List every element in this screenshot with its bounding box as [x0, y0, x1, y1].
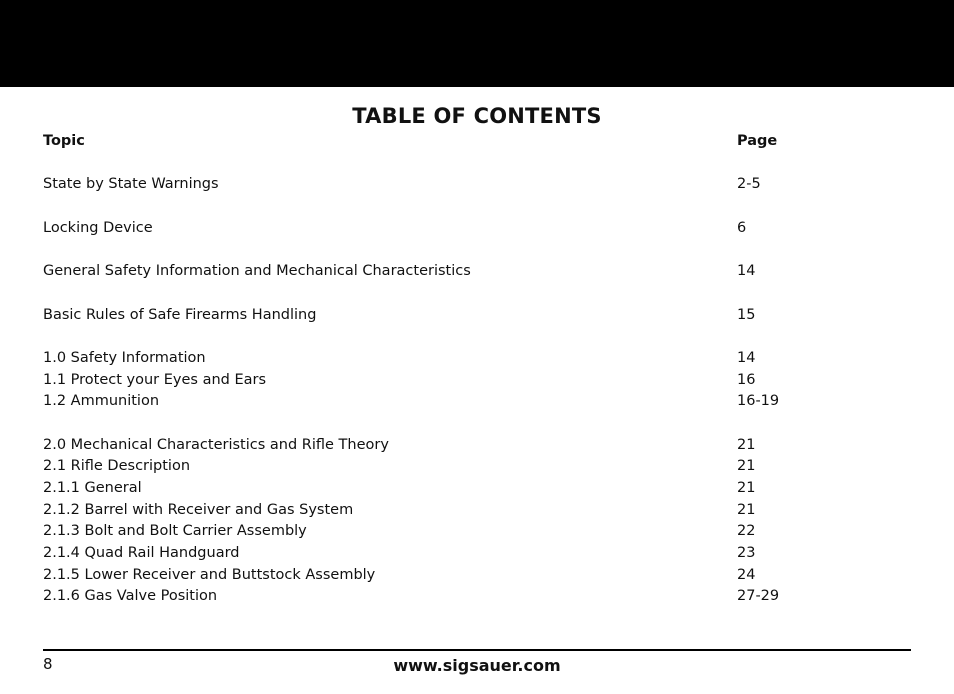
toc-entry-page: 24	[737, 566, 756, 583]
toc-entry-page: 21	[737, 436, 756, 453]
toc-entry[interactable]	[43, 565, 823, 587]
toc-entry-page: 6	[737, 219, 747, 236]
toc-entry-page: 16-19	[737, 393, 780, 410]
toc-entry-page: 16	[737, 371, 756, 388]
toc-header-row	[43, 131, 823, 153]
toc-entry[interactable]	[43, 305, 823, 327]
toc-entry[interactable]	[43, 500, 823, 522]
toc-entry-topic: 2.1 Rifle Description	[43, 458, 191, 475]
toc-entry[interactable]	[43, 370, 823, 392]
toc-entry[interactable]	[43, 348, 823, 370]
toc-entry-topic: 1.1 Protect your Eyes and Ears	[43, 371, 267, 388]
toc-entry-page: 15	[737, 306, 756, 323]
toc-entry-page: 23	[737, 545, 756, 562]
header-band	[0, 0, 954, 87]
toc-entry[interactable]	[43, 456, 823, 478]
toc-entry-topic: Basic Rules of Safe Firearms Handling	[43, 306, 317, 323]
toc-entry[interactable]	[43, 586, 823, 608]
table-of-contents	[43, 131, 823, 608]
toc-entry-topic: 2.1.6 Gas Valve Position	[43, 588, 218, 605]
page-title: TABLE OF CONTENTS	[352, 104, 602, 128]
toc-entries	[43, 174, 823, 608]
toc-entry-topic: Locking Device	[43, 219, 153, 236]
toc-entry-topic: 2.1.4 Quad Rail Handguard	[43, 545, 240, 562]
toc-entry-page: 14	[737, 349, 756, 366]
toc-entry[interactable]	[43, 261, 823, 283]
toc-entry-page: 21	[737, 480, 756, 496]
toc-entry-page: 22	[737, 523, 756, 540]
toc-entry-topic: 1.0 Safety Information	[43, 349, 206, 366]
toc-entry-page: 21	[737, 458, 756, 475]
toc-entry-topic: 2.0 Mechanical Characteristics and Rifle Theory	[43, 436, 389, 453]
toc-entry[interactable]	[43, 521, 823, 543]
toc-entry-topic: 2.1.2 Barrel with Receiver and Gas System	[43, 501, 354, 518]
toc-entry[interactable]	[43, 391, 823, 413]
page-number: 8	[43, 655, 53, 673]
toc-entry-page: 27-29	[737, 588, 780, 605]
footer-url-link[interactable]: www.sigsauer.com	[393, 656, 561, 675]
toc-entry-topic: General Safety Information and Mechanical Characteristics	[43, 263, 471, 280]
toc-entry[interactable]	[43, 478, 823, 500]
footer-divider	[43, 649, 911, 651]
toc-entry-topic: 2.1.5 Lower Receiver and Buttstock Assembly	[43, 566, 376, 583]
toc-entry-topic: 2.1.3 Bolt and Bolt Carrier Assembly	[43, 523, 307, 540]
toc-header-page: Page	[737, 133, 778, 149]
toc-entry-topic: State by State Warnings	[43, 176, 219, 193]
toc-entry[interactable]	[43, 435, 823, 457]
toc-header-topic: Topic	[43, 133, 85, 149]
toc-entry[interactable]	[43, 174, 823, 196]
toc-entry-topic: 2.1.1 General	[43, 480, 142, 496]
toc-entry-page: 14	[737, 263, 756, 280]
toc-entry[interactable]	[43, 218, 823, 240]
toc-entry[interactable]	[43, 543, 823, 565]
toc-entry-page: 21	[737, 501, 756, 518]
toc-entry-topic: 1.2 Ammunition	[43, 393, 160, 410]
toc-entry-page: 2-5	[737, 176, 761, 193]
